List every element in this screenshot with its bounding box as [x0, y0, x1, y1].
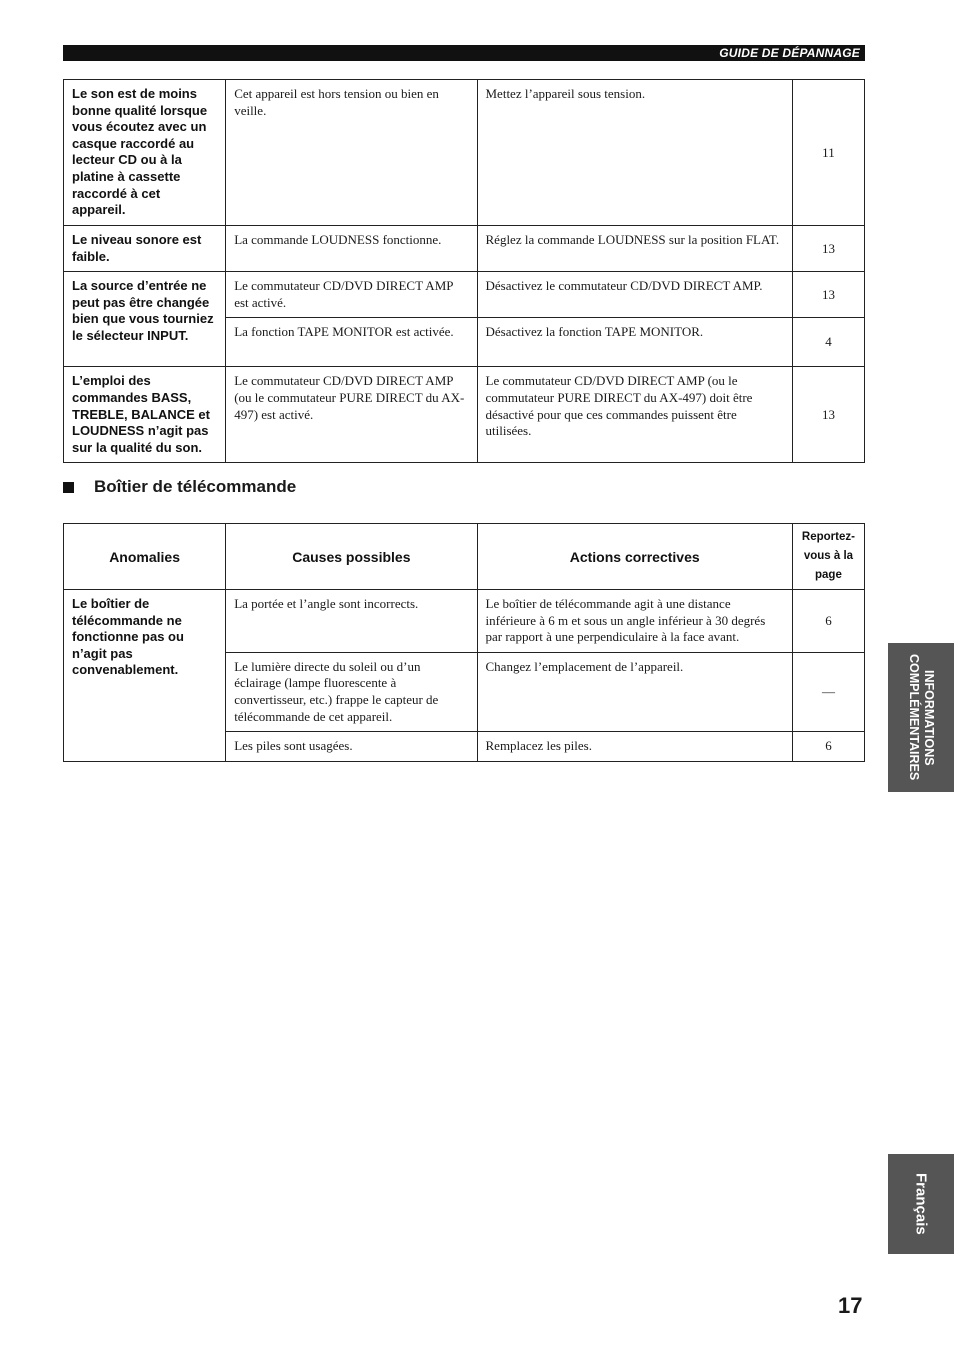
page-cell: 6 — [792, 732, 864, 762]
square-bullet-icon — [63, 482, 74, 493]
page-cell: 11 — [792, 80, 864, 226]
column-header-anomalies: Anomalies — [64, 524, 226, 590]
problem-cell: L’emploi des commandes BASS, TREBLE, BALANCE et LOUDNESS n’agit pas sur la qualité du son. — [64, 367, 226, 463]
action-cell: Réglez la commande LOUDNESS sur la position FLAT. — [477, 226, 792, 272]
troubleshooting-table-amplifier — [63, 79, 865, 463]
section-title — [63, 477, 296, 497]
cause-cell: Le commutateur CD/DVD DIRECT AMP (ou le commutateur PURE DIRECT du AX-497) est activé. — [226, 367, 477, 463]
column-header-causes: Causes possibles — [226, 524, 477, 590]
side-tab-informations-text — [906, 654, 936, 780]
problem-cell: Le boîtier de télécommande ne fonctionne pas ou n’agit pas convenablement. — [64, 590, 226, 762]
action-cell: Désactivez le commutateur CD/DVD DIRECT AMP. — [477, 272, 792, 318]
table-row — [64, 590, 865, 653]
page-cell: 13 — [792, 226, 864, 272]
page-cell: 4 — [792, 318, 864, 367]
side-tab-line1: INFORMATIONS — [922, 669, 936, 766]
page-cell: 13 — [792, 367, 864, 463]
cause-cell: La portée et l’angle sont incorrects. — [226, 590, 477, 653]
table-header-row — [64, 524, 865, 590]
cause-cell: Les piles sont usagées. — [226, 732, 477, 762]
side-tab-language — [888, 1154, 954, 1254]
problem-cell: La source d’entrée ne peut pas être changée bien que vous tourniez le sélecteur INPUT. — [64, 272, 226, 367]
problem-cell: Le niveau sonore est faible. — [64, 226, 226, 272]
cause-cell: Le lumière directe du soleil ou d’un éclairage (lampe fluorescente à convertisseur, etc.) frappe le capteur de télécommande de cet appareil. — [226, 652, 477, 731]
table-row — [64, 367, 865, 463]
table-row — [64, 80, 865, 226]
page-cell: 13 — [792, 272, 864, 318]
action-cell: Mettez l’appareil sous tension. — [477, 80, 792, 226]
header-title: GUIDE DE DÉPANNAGE — [719, 46, 860, 60]
action-cell: Le commutateur CD/DVD DIRECT AMP (ou le commutateur PURE DIRECT du AX-497) doit être désactivé pour que ces commandes puissent être utilisées. — [477, 367, 792, 463]
table-row — [64, 226, 865, 272]
cause-cell: La fonction TAPE MONITOR est activée. — [226, 318, 477, 367]
side-tab-line2: COMPLÉMENTAIRES — [907, 654, 921, 781]
page-number: 17 — [838, 1293, 863, 1318]
cause-cell: Cet appareil est hors tension ou bien en veille. — [226, 80, 477, 226]
action-cell: Désactivez la fonction TAPE MONITOR. — [477, 318, 792, 367]
table-row — [64, 272, 865, 318]
action-cell: Remplacez les piles. — [477, 732, 792, 762]
side-tab-informations — [888, 643, 954, 792]
header-bar — [63, 45, 865, 61]
troubleshooting-table-remote — [63, 523, 865, 762]
column-header-page: Reportez-vous à la page — [792, 524, 864, 590]
cause-cell: Le commutateur CD/DVD DIRECT AMP est activé. — [226, 272, 477, 318]
problem-cell: Le son est de moins bonne qualité lorsque vous écoutez avec un casque raccordé au lecteur CD ou à la platine à cassette raccordé à cet appareil. — [64, 80, 226, 226]
action-cell: Le boîtier de télécommande agit à une distance inférieure à 6 m et sous un angle inférieur à 30 degrés par rapport à une perpendiculaire à la face avant. — [477, 590, 792, 653]
section-title-text: Boîtier de télécommande — [94, 477, 297, 496]
side-tab-language-text: Français — [912, 1173, 930, 1235]
page-cell: 6 — [792, 590, 864, 653]
page-cell: — — [792, 652, 864, 731]
action-cell: Changez l’emplacement de l’appareil. — [477, 652, 792, 731]
cause-cell: La commande LOUDNESS fonctionne. — [226, 226, 477, 272]
column-header-actions: Actions correctives — [477, 524, 792, 590]
